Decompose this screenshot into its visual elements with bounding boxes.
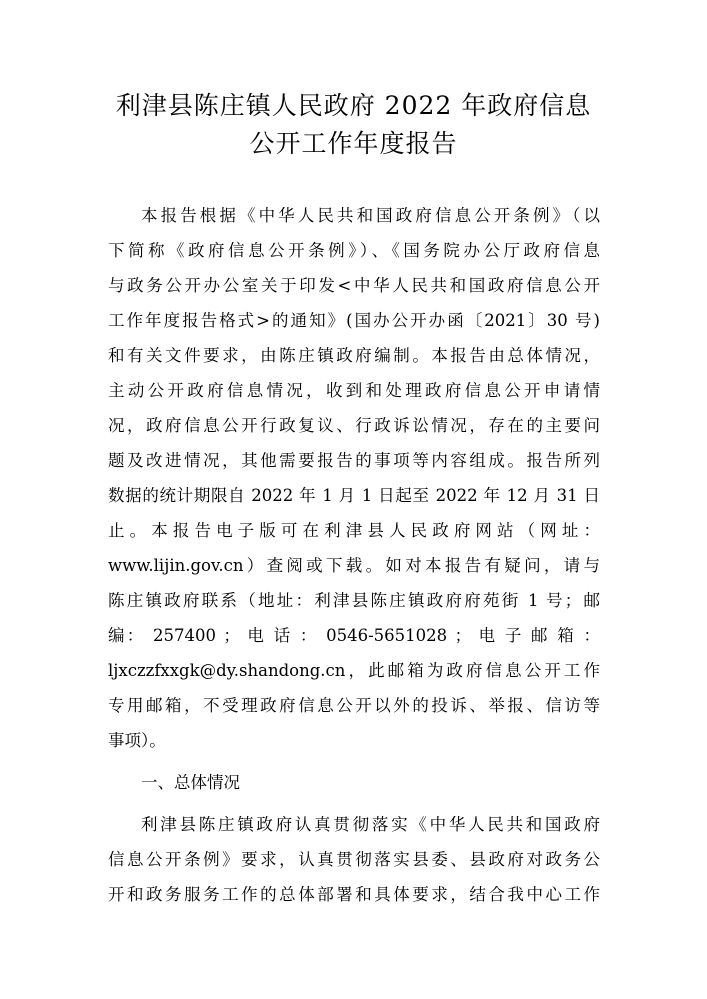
section-paragraph-line: 信息公开条例》要求，认真贯彻落实县委、县政府对政务公 bbox=[108, 850, 600, 869]
intro-paragraph-line: 下简称《政府信息公开条例》）、《国务院办公厅政府信息 bbox=[108, 241, 600, 260]
intro-paragraph-line: 本报告根据《中华人民共和国政府信息公开条例》（以 bbox=[141, 206, 600, 225]
intro-paragraph-line: 和有关文件要求，由陈庄镇政府编制。本报告由总体情况， bbox=[108, 346, 600, 365]
intro-paragraph-line: 编： 257400 ； 电 话 ： 0546-5651028 ； 电 子 邮 箱 ： bbox=[108, 626, 600, 645]
intro-paragraph-line: 数据的统计期限自 2022 年 1 月 1 日起至 2022 年 12 月 31 日 bbox=[108, 486, 600, 505]
section-heading: 一、总体情况 bbox=[141, 773, 240, 792]
report-title-line-2: 公开工作年度报告 bbox=[249, 129, 458, 158]
intro-paragraph-line: 题及改进情况，其他需要报告的事项等内容组成。报告所列 bbox=[108, 451, 600, 470]
intro-paragraph-line: ljxczzfxxgk@dy.shandong.cn，此邮箱为政府信息公开工作 bbox=[108, 661, 600, 680]
intro-paragraph-line: 主动公开政府信息情况，收到和处理政府信息公开申请情 bbox=[108, 381, 600, 400]
intro-paragraph-line: 工作年度报告格式>的通知》(国办公开办函〔2021〕30 号) bbox=[108, 311, 600, 330]
intro-paragraph-line: 况，政府信息公开行政复议、行政诉讼情况，存在的主要问 bbox=[108, 416, 600, 435]
intro-paragraph-line: 与政务公开办公室关于印发<中华人民共和国政府信息公开 bbox=[108, 276, 600, 295]
intro-paragraph-line: 专用邮箱，不受理政府信息公开以外的投诉、举报、信访等 bbox=[108, 696, 600, 715]
intro-paragraph-line: 陈庄镇政府联系（地址：利津县陈庄镇政府府苑街 1 号；邮 bbox=[108, 591, 600, 610]
intro-paragraph-line: 事项）。 bbox=[108, 731, 166, 750]
section-paragraph-line: 利津县陈庄镇政府认真贯彻落实《中华人民共和国政府 bbox=[141, 815, 600, 834]
intro-paragraph-line: www.lijin.gov.cn）查阅或下载。如对本报告有疑问，请与 bbox=[108, 556, 600, 575]
section-paragraph-line: 开和政务服务工作的总体部署和具体要求，结合我中心工作 bbox=[108, 885, 600, 904]
intro-paragraph-line: 止。本报告电子版可在利津县人民政府网站（网址： bbox=[108, 521, 600, 540]
report-title-line-1: 利津县陈庄镇人民政府 2022 年政府信息 bbox=[115, 91, 592, 120]
